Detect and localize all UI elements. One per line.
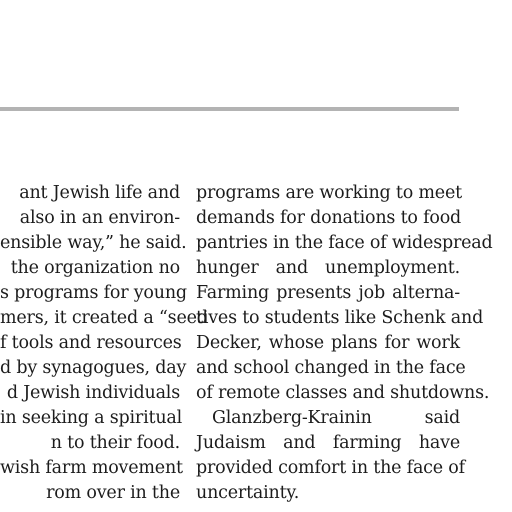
text-line: also in an environ- [19, 208, 180, 228]
left-text-column [0, 181, 208, 506]
word: whose [268, 333, 324, 353]
word: have [418, 433, 460, 453]
text-line: pantries in the face of widespread [196, 233, 493, 253]
text-line: d Jewish individuals [6, 383, 180, 403]
word: said [424, 408, 460, 428]
text-line: tives to students like Schenk and [196, 308, 484, 328]
word: presents [276, 283, 352, 303]
text-line: ant Jewish life and [19, 183, 180, 203]
word: Glanzberg-Krainin [212, 408, 372, 428]
text-line: of remote classes and shutdowns. [196, 383, 490, 403]
word: alterna- [392, 283, 460, 303]
text-line: uncertainty. [196, 483, 300, 503]
text-line: and school changed in the face [196, 358, 466, 378]
text-line: programs are working to meet [196, 183, 462, 203]
text-line-justified [196, 281, 460, 306]
text-line: rom over in the [46, 483, 180, 503]
text-line-justified [196, 431, 460, 456]
word: unemployment. [325, 258, 460, 278]
word: and [275, 258, 308, 278]
word: for [384, 333, 410, 353]
word: plans [330, 333, 378, 353]
text-line-justified [196, 256, 460, 281]
text-line: provided comfort in the face of [196, 458, 465, 478]
word: job [358, 283, 385, 303]
text-line: s programs for young [0, 283, 187, 303]
word: farming [332, 433, 402, 453]
text-line: f tools and resources [0, 333, 182, 353]
text-line-justified [196, 331, 460, 356]
text-line: in seeking a spiritual [0, 408, 183, 428]
text-line-justified [196, 406, 460, 431]
text-line: ensible way,” he said. [0, 233, 187, 253]
word: hunger [196, 258, 259, 278]
word: and [283, 433, 316, 453]
word: Farming [196, 283, 270, 303]
section-divider-rule [0, 107, 459, 111]
word: Judaism [196, 433, 266, 453]
text-line: mers, it created a “seed [0, 308, 208, 328]
text-line: wish farm movement [0, 458, 183, 478]
text-line: demands for donations to food [196, 208, 462, 228]
text-line: n to their food. [50, 433, 180, 453]
word: work [416, 333, 460, 353]
right-text-column [196, 181, 493, 506]
text-line: the organization no [10, 258, 180, 278]
word: Decker, [196, 333, 262, 353]
text-line: d by synagogues, day [0, 358, 187, 378]
